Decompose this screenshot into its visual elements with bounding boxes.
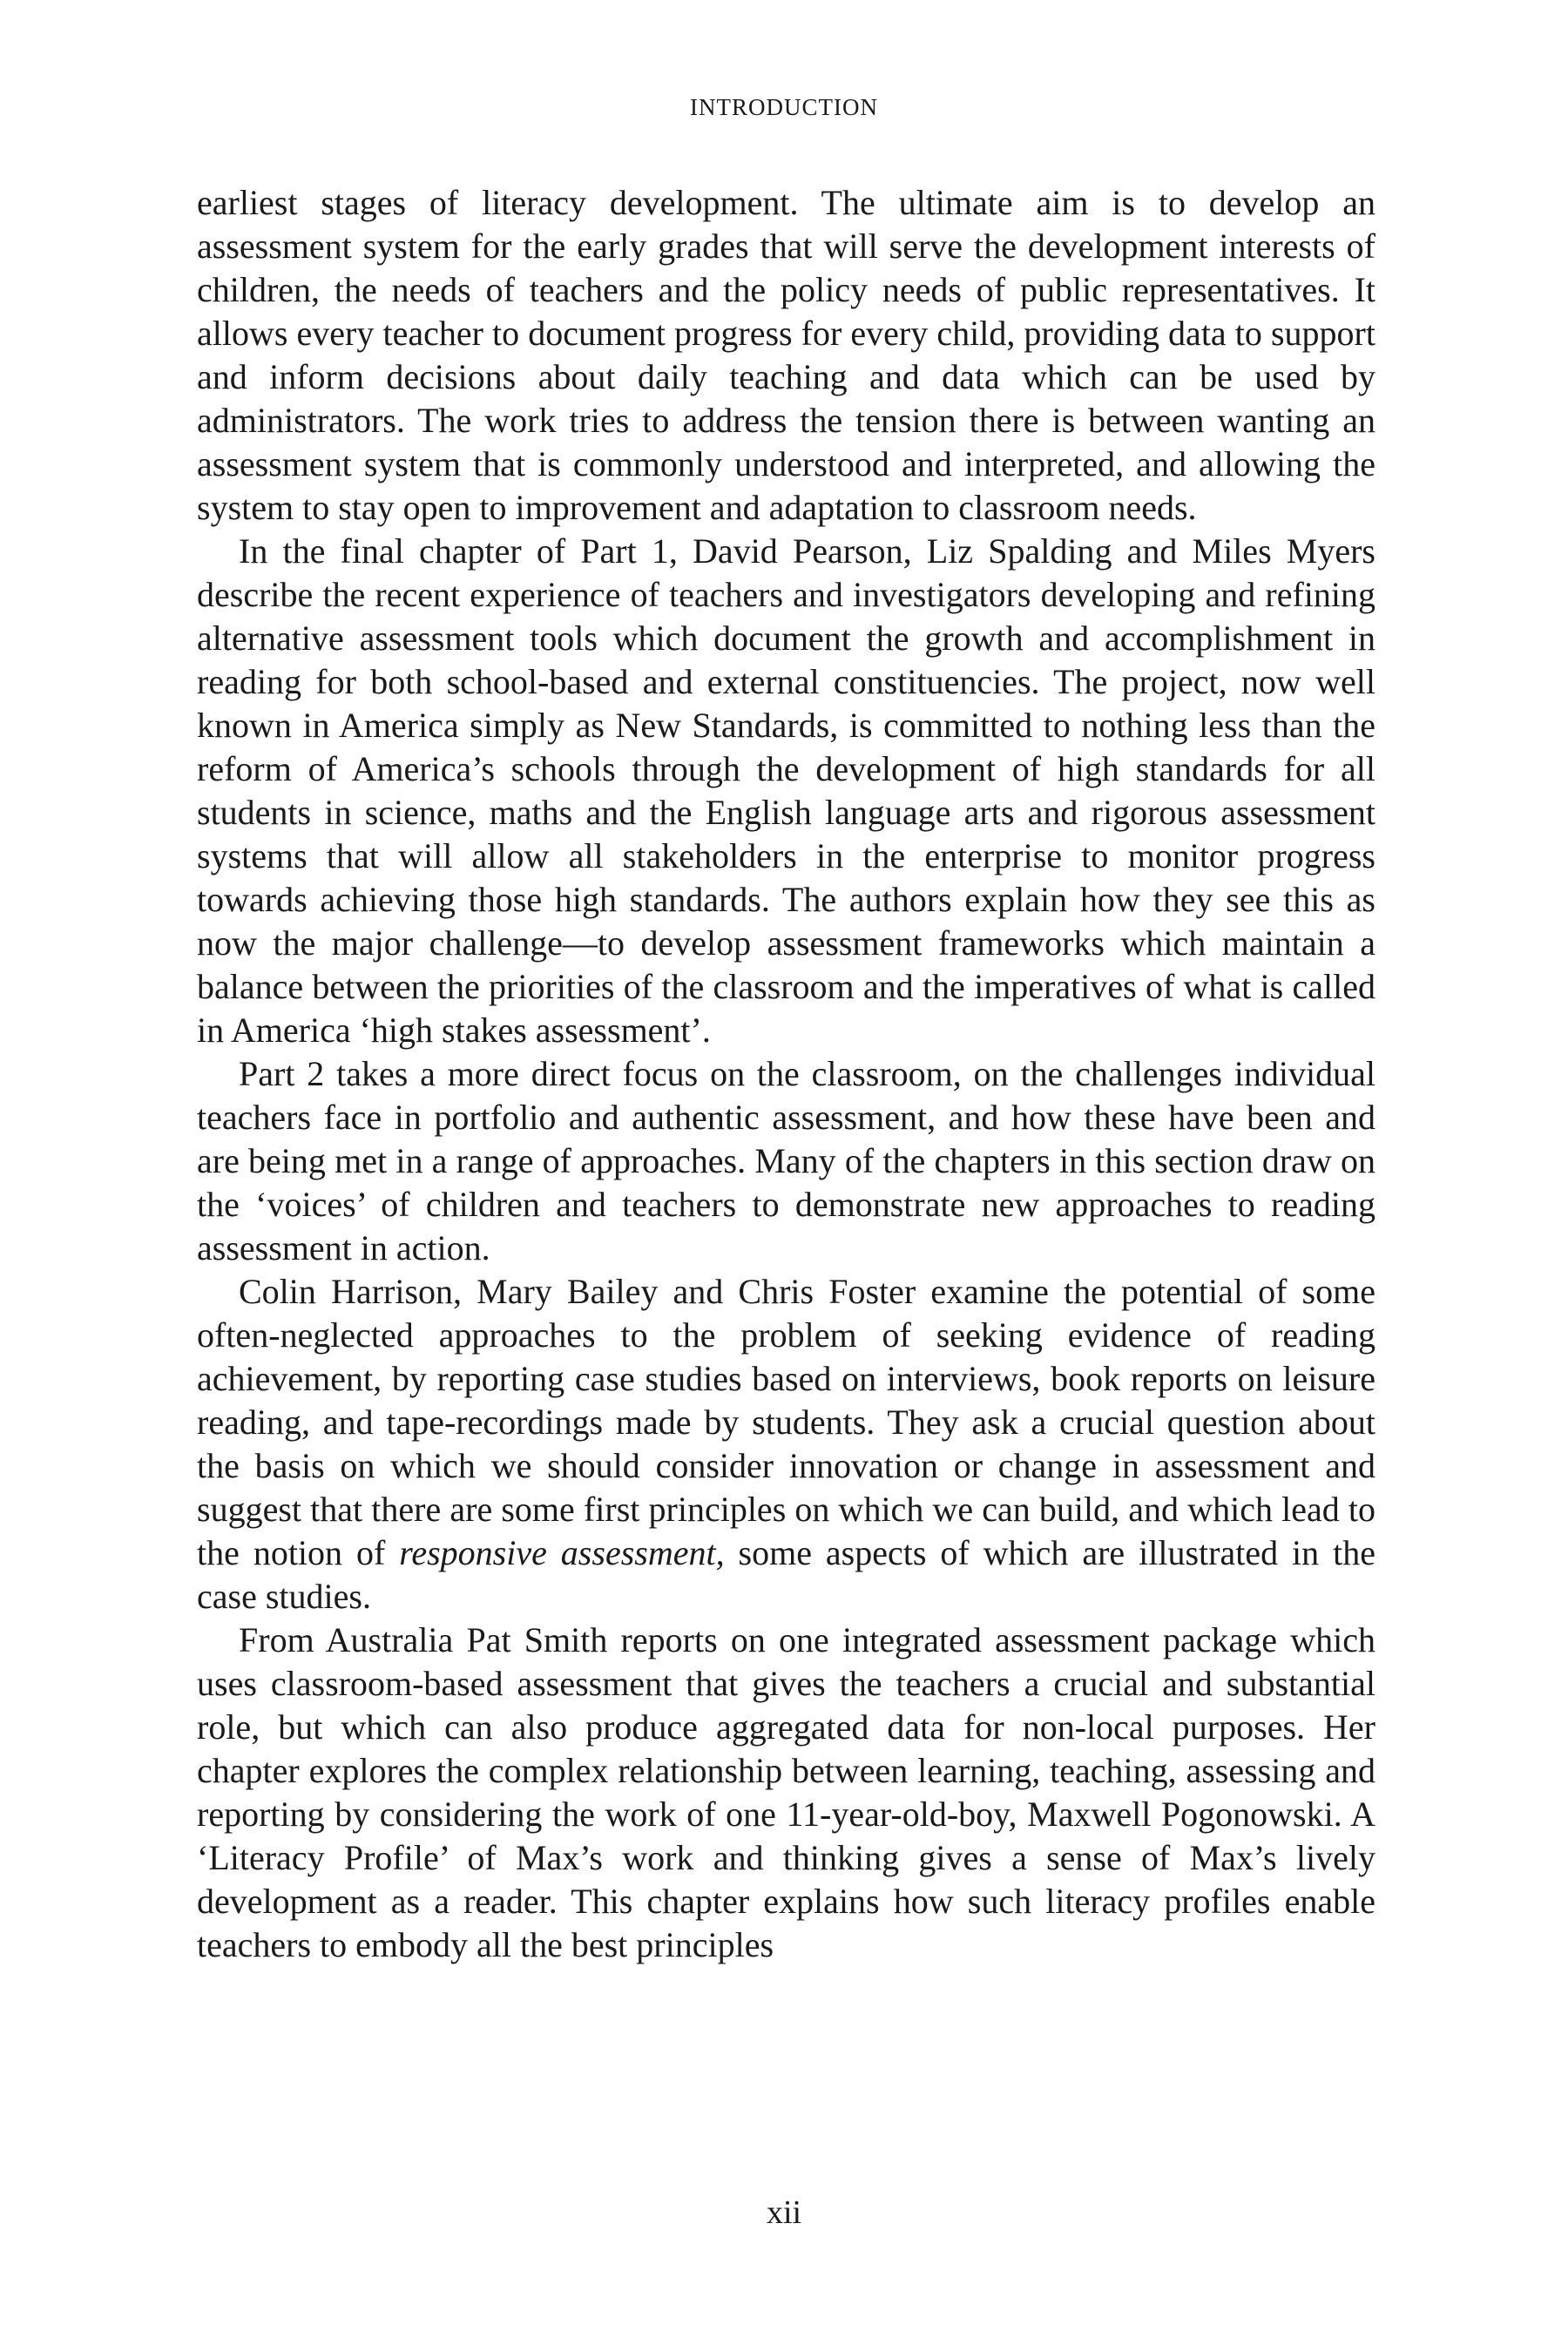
paragraph-text: Colin Harrison, Mary Bailey and Chris Foster examine the potential of some often-neglected approaches to the problem of seeking evidence of reading achievement, by reporting case studies based on interviews, book reports on leisure reading, and tape-recordings made by students. They ask a crucial question about the basis on which we should consider innovation or change in assessment and suggest that there are some first principles on which we can build, and which lead to the notion of	[197, 1272, 1375, 1572]
paragraph-continued: earliest stages of literacy development. The ultimate aim is to develop an assessment system for the early grades that will serve the development interests of children, the needs of teachers and the policy needs of public representatives. It allows every teacher to document progress for every child, providing data to support and inform decisions about daily teaching and data which can be used by administrators. The work tries to address the tension there is between wanting an assessment system that is commonly understood and interpreted, and allowing the system to stay open to improvement and adaptation to classroom needs.	[197, 183, 1375, 527]
paragraph-text: some aspects of which are illustrated in the case studies.	[197, 1533, 1375, 1616]
paragraph-pearson-spalding-myers: In the final chapter of Part 1, David Pearson, Liz Spalding and Miles Myers describe the recent experience of teachers and investigators developing and refining alternative assessment tools which document the growth and accomplishment in reading for both school-based and external constituencies. The project, now well known in America simply as New Standards, is committed to nothing less than the reform of America’s schools through the development of high standards for all students in science, maths and the English language arts and rigorous assessment systems that will allow all stakeholders in the enterprise to monitor progress towards achieving those high standards. The authors explain how they see this as now the major challenge—to develop assessment frameworks which maintain a balance between the priorities of the classroom and the imperatives of what is called in America ‘high stakes assessment’.	[197, 531, 1375, 1050]
paragraph-part-2: Part 2 takes a more direct focus on the classroom, on the challenges individual teachers face in portfolio and authentic assessment, and how these have been and are being met in a range of approaches. Many of the chapters in this section draw on the ‘voices’ of children and teachers to demonstrate new approaches to reading assessment in action.	[197, 1054, 1375, 1267]
body-text	[197, 181, 1375, 1967]
running-head: INTRODUCTION	[690, 94, 878, 120]
paragraph-pat-smith: From Australia Pat Smith reports on one integrated assessment package which uses classroom-based assessment that gives the teachers a crucial and substantial role, but which can also produce aggregated data for non-local purposes. Her chapter explores the complex relationship between learning, teaching, assessing and reporting by considering the work of one 11-year-old-boy, Maxwell Pogonowski. A ‘Literacy Profile’ of Max’s work and thinking gives a sense of Max’s lively development as a reader. This chapter explains how such literacy profiles enable teachers to embody all the best principles	[197, 1620, 1375, 1964]
paragraph-harrison-bailey-foster	[197, 1270, 1375, 1619]
emphasis-text: responsive assessment,	[399, 1533, 725, 1572]
page-number: xii	[766, 2194, 802, 2231]
